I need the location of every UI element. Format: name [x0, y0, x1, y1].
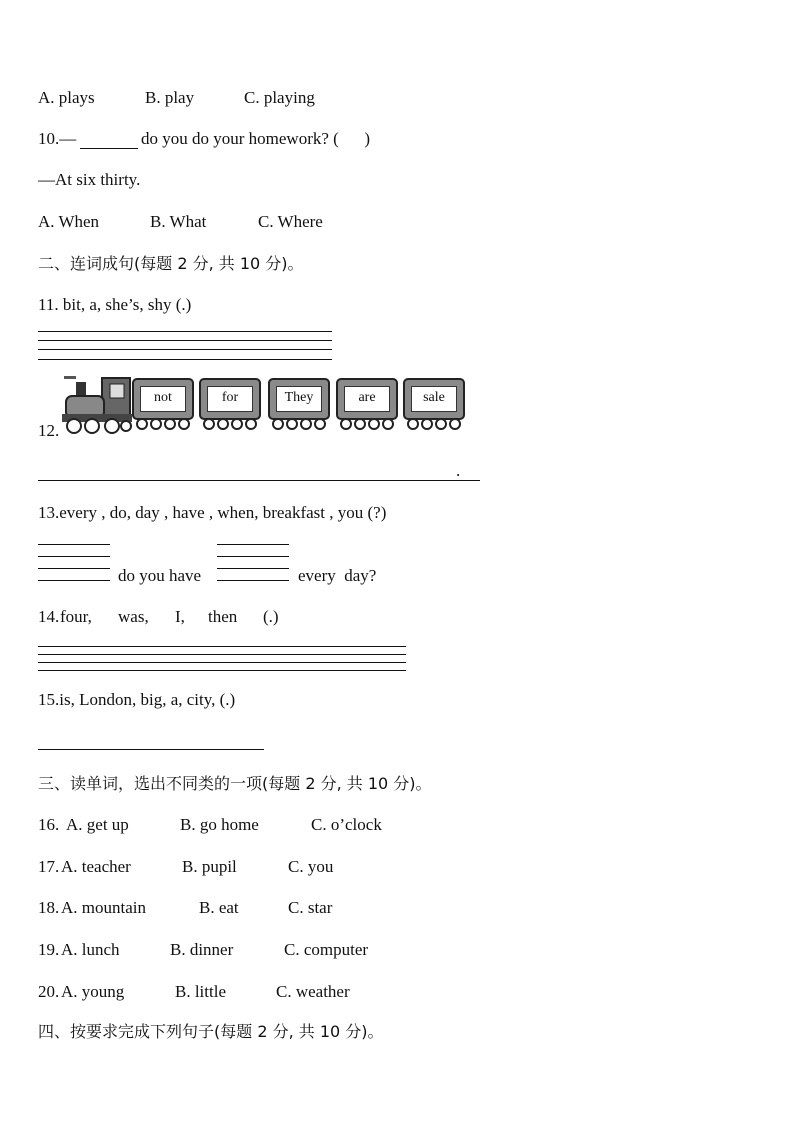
q19-option-b: B. dinner — [170, 940, 234, 959]
wheel-icon — [272, 418, 284, 430]
writing-line — [217, 568, 289, 569]
q20-option-b: B. little — [175, 982, 226, 1001]
wheel-icon — [435, 418, 447, 430]
q13-mid-text: do you have — [118, 566, 202, 585]
wheel-icon — [368, 418, 380, 430]
q16-option-b: B. go home — [180, 815, 259, 834]
writing-line — [38, 662, 406, 663]
q11-prompt: 11. bit, a, she’s, shy (.) — [38, 295, 192, 314]
writing-line — [38, 580, 110, 581]
writing-line — [38, 654, 406, 655]
q10-prefix: 10.— — [38, 129, 77, 148]
writing-line — [217, 556, 289, 557]
wheel-icon — [150, 418, 162, 430]
writing-line — [217, 544, 289, 545]
train-car-word: are — [344, 386, 390, 412]
q10-question: do you do your homework? ( ) — [141, 129, 370, 148]
q13-end-text: every day? — [298, 566, 377, 585]
wheel-icon — [178, 418, 190, 430]
q18-number: 18. — [38, 898, 60, 917]
q13-prompt: 13.every , do, day , have , when, breakfast , you (?) — [38, 503, 387, 522]
q19-option-c: C. computer — [284, 940, 369, 959]
writing-line — [38, 646, 406, 647]
q9-option-a: A. plays — [38, 88, 95, 107]
locomotive-icon — [60, 374, 134, 436]
q10-blank — [80, 148, 138, 149]
q10-option-b: B. What — [150, 212, 207, 231]
q14-word: (.) — [263, 607, 279, 626]
wheel-icon — [354, 418, 366, 430]
wheel-icon — [300, 418, 312, 430]
wheel-icon — [136, 418, 148, 430]
train-car — [403, 378, 465, 420]
wheel-icon — [217, 418, 229, 430]
train-car-word: not — [140, 386, 186, 412]
section-3-title: 三、读单词，选出不同类的一项(每题 2 分, 共 10 分)。 — [38, 774, 432, 793]
q12-answer-line — [38, 480, 480, 481]
q10-option-c: C. Where — [258, 212, 323, 231]
section-2-title: 二、连词成句(每题 2 分, 共 10 分)。 — [38, 254, 304, 273]
q17-option-a: A. teacher — [61, 857, 131, 876]
q19-number: 19. — [38, 940, 60, 959]
q17-option-c: C. you — [288, 857, 334, 876]
q17-option-b: B. pupil — [182, 857, 237, 876]
q14-number: 14. — [38, 607, 60, 626]
q16-number: 16. — [38, 815, 64, 834]
wheel-icon — [164, 418, 176, 430]
q16-option-c: C. o’clock — [311, 815, 382, 834]
q9-option-b: B. play — [145, 88, 195, 107]
train-car — [336, 378, 398, 420]
q12-end-mark: . — [456, 461, 461, 480]
writing-line — [38, 568, 110, 569]
wheel-icon — [407, 418, 419, 430]
q20-number: 20. — [38, 982, 60, 1001]
q15-answer-line — [38, 749, 264, 750]
q14-word: four, — [60, 607, 92, 626]
writing-line — [38, 359, 332, 360]
writing-line — [38, 349, 332, 350]
writing-line — [38, 331, 332, 332]
train-car — [199, 378, 261, 420]
wheel-icon — [340, 418, 352, 430]
q14-word: then — [208, 607, 238, 626]
q14-word: was, — [118, 607, 149, 626]
wheel-icon — [245, 418, 257, 430]
q20-option-c: C. weather — [276, 982, 350, 1001]
wheel-icon — [203, 418, 215, 430]
q9-option-c: C. playing — [244, 88, 315, 107]
writing-line — [217, 580, 289, 581]
train-car-word: sale — [411, 386, 457, 412]
writing-line — [38, 556, 110, 557]
train-car-word: for — [207, 386, 253, 412]
wheel-icon — [231, 418, 243, 430]
writing-line — [38, 340, 332, 341]
q10-answer: —At six thirty. — [38, 170, 141, 189]
q17-number: 17. — [38, 857, 60, 876]
q14-word: I, — [175, 607, 185, 626]
writing-line — [38, 670, 406, 671]
q10-option-a: A. When — [38, 212, 100, 231]
train-car — [132, 378, 194, 420]
q18-option-c: C. star — [288, 898, 333, 917]
wheel-icon — [382, 418, 394, 430]
q20-option-a: A. young — [61, 982, 125, 1001]
train-car — [268, 378, 330, 420]
q18-option-b: B. eat — [199, 898, 239, 917]
train-car-word: They — [276, 386, 322, 412]
wheel-icon — [286, 418, 298, 430]
wheel-icon — [449, 418, 461, 430]
writing-line — [38, 544, 110, 545]
wheel-icon — [314, 418, 326, 430]
section-4-title: 四、按要求完成下列句子(每题 2 分, 共 10 分)。 — [38, 1022, 384, 1041]
q16-option-a: A. get up — [66, 815, 129, 834]
q12-number: 12. — [38, 421, 60, 440]
q18-option-a: A. mountain — [61, 898, 146, 917]
wheel-icon — [421, 418, 433, 430]
q15-prompt: 15.is, London, big, a, city, (.) — [38, 690, 236, 709]
q19-option-a: A. lunch — [61, 940, 120, 959]
